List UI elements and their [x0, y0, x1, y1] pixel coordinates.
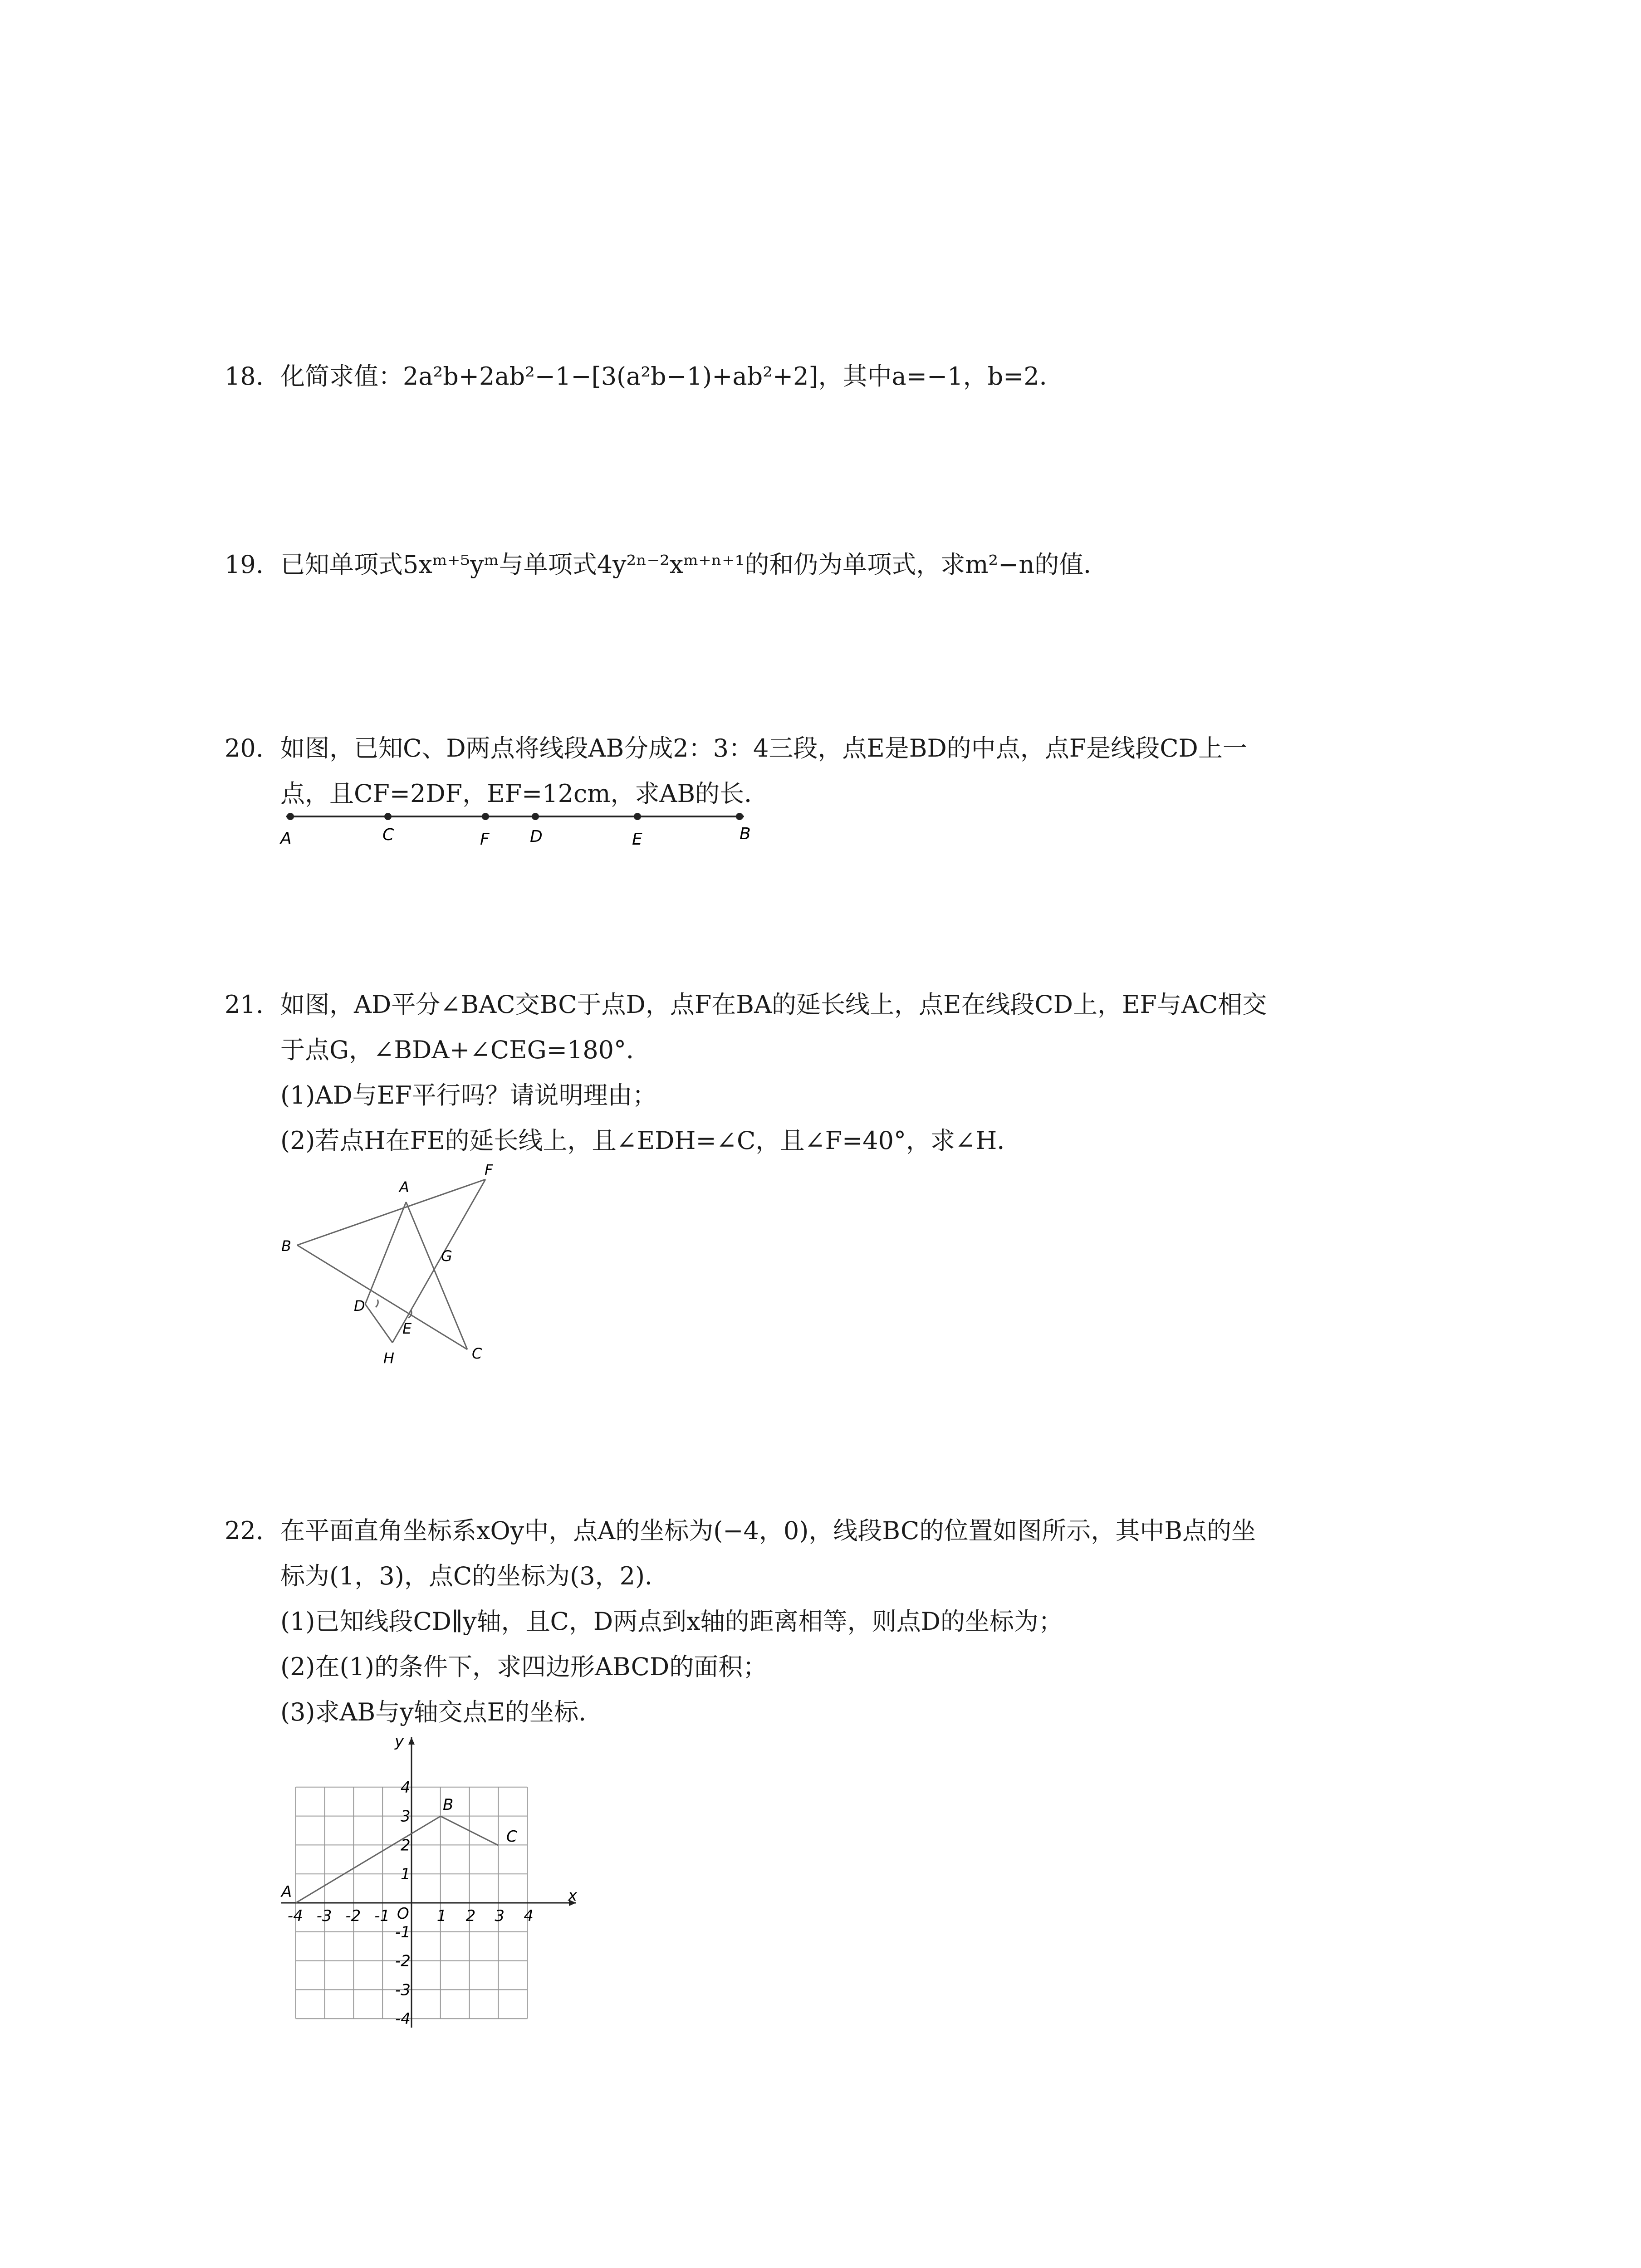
question-number: 22. [225, 1516, 264, 1545]
label-f: F [485, 1161, 493, 1178]
question-text-line-1: 如图，AD平分∠BAC交BC于点D，点F在BA的延长线上，点E在线段CD上，EF与AC相交 [280, 990, 1267, 1019]
x-tick-label: 1 [436, 1907, 447, 1925]
y-tick-label: 1 [401, 1865, 411, 1884]
question-22-line-2: 标为(1，3)，点C的坐标为(3，2)． [280, 1562, 670, 1590]
y-tick-label: -1 [395, 1923, 411, 1941]
origin-label: O [397, 1905, 409, 1923]
x-axis-label: x [568, 1887, 578, 1905]
label-c: C [472, 1345, 482, 1362]
question-number: 18. [225, 362, 264, 391]
x-tick-label: -4 [287, 1907, 303, 1925]
question-text: 化简求值：2a²b+2ab²−1−[3(a²b−1)+ab²+2]，其中a=−1，b=2． [280, 362, 1064, 391]
question-21-part-1: (1)AD与EF平行吗？请说明理由； [280, 1081, 657, 1110]
x-tick-label: 4 [524, 1907, 534, 1925]
label-e: E [632, 830, 642, 849]
x-tick-label: -1 [374, 1907, 390, 1925]
point-a-label: A [281, 1883, 292, 1901]
point-b-label: B [443, 1796, 454, 1814]
x-tick-label: 3 [495, 1907, 505, 1925]
label-a: A [280, 829, 292, 848]
x-tick-label: 2 [465, 1907, 476, 1925]
question-text: 已知单项式5xᵐ⁺⁵yᵐ与单项式4y²ⁿ⁻²xᵐ⁺ⁿ⁺¹的和仍为单项式，求m²−n的值． [280, 550, 1108, 579]
question-number: 19. [225, 550, 264, 579]
question-number: 21. [225, 990, 264, 1019]
y-tick-label: 3 [401, 1807, 411, 1826]
question-21-line-2: 于点G，∠BDA+∠CEG=180°． [280, 1036, 651, 1064]
segment-figure [272, 803, 780, 855]
y-tick-label: -2 [395, 1952, 411, 1970]
question-22-part-3: (3)求AB与y轴交点E的坐标． [280, 1698, 603, 1726]
label-e: E [402, 1320, 412, 1337]
point-c-label: C [506, 1828, 517, 1846]
label-h: H [383, 1349, 395, 1367]
triangle-figure [272, 1161, 526, 1381]
label-b: B [281, 1237, 291, 1255]
question-21 [225, 982, 1267, 1027]
question-22-part-1: (1)已知线段CD∥y轴，且C，D两点到x轴的距离相等，则点D的坐标为； [280, 1607, 1063, 1636]
y-tick-label: 2 [401, 1836, 411, 1855]
x-tick-label: -3 [316, 1907, 332, 1925]
x-tick-label: -2 [345, 1907, 361, 1925]
question-18 [225, 354, 1064, 399]
question-20 [225, 726, 1247, 771]
question-22-part-2: (2)在(1)的条件下，求四边形ABCD的面积； [280, 1652, 768, 1681]
y-tick-label: -4 [395, 2010, 411, 2028]
y-tick-label: -3 [395, 1981, 411, 1999]
question-22 [225, 1508, 1256, 1554]
question-text-line-1: 如图，已知C、D两点将线段AB分成2：3：4三段，点E是BD的中点，点F是线段CD上一 [280, 734, 1247, 763]
label-d: D [354, 1297, 365, 1315]
label-g: G [441, 1247, 452, 1265]
question-19 [225, 542, 1108, 587]
question-20-line-2: 点，且CF=2DF，EF=12cm，求AB的长． [280, 779, 769, 808]
label-a: A [399, 1178, 409, 1196]
coordinate-grid-figure [263, 1728, 590, 2038]
label-f: F [480, 830, 490, 849]
label-b: B [740, 825, 751, 843]
y-tick-label: 4 [401, 1778, 411, 1797]
label-c: C [382, 826, 394, 844]
y-axis-label: y [395, 1732, 404, 1750]
question-text-line-1: 在平面直角坐标系xOy中，点A的坐标为(−4，0)，线段BC的位置如图所示，其中B点的坐 [280, 1516, 1256, 1545]
question-21-part-2: (2)若点H在FE的延长线上，且∠EDH=∠C，且∠F=40°，求∠H． [280, 1126, 1022, 1155]
label-d: D [530, 827, 543, 846]
question-number: 20. [225, 734, 264, 763]
